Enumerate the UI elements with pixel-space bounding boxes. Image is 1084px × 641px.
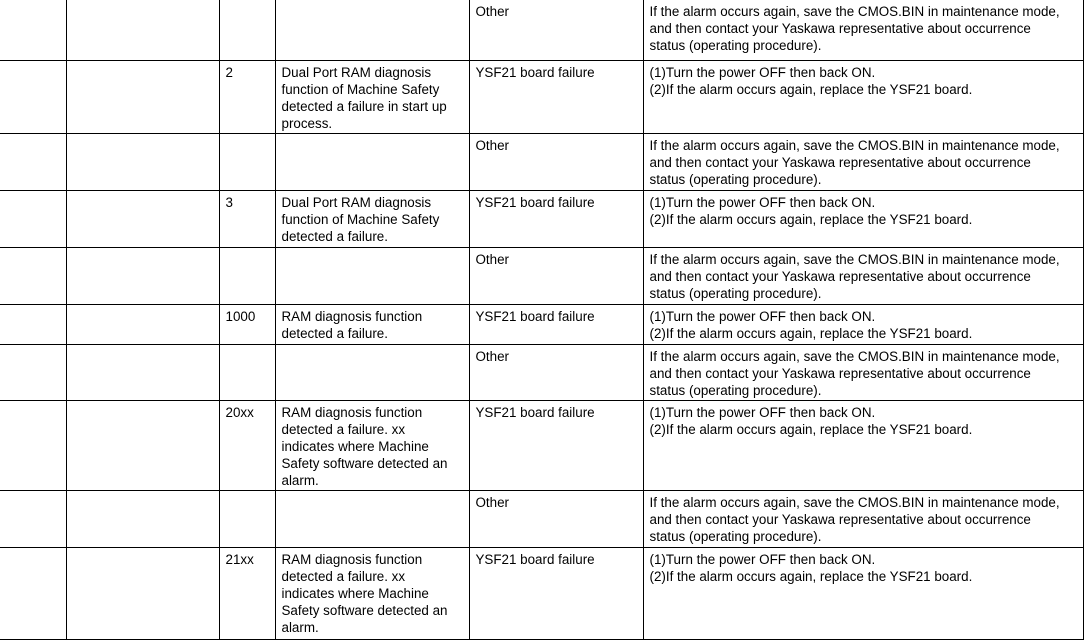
meaning-cell [275, 345, 469, 401]
sub-code-cell: 3 [219, 191, 275, 248]
cause-cell: YSF21 board failure [469, 401, 643, 491]
remedy-cell: If the alarm occurs again, save the CMOS.BIN in maintenance mode, and then contact your Yaskawa representative about occurrence status (operating procedure). [643, 248, 1083, 305]
meaning-cell: RAM diagnosis function detected a failure. [275, 305, 469, 345]
table-row [0, 345, 1083, 401]
alarm-col-blank-b [66, 191, 219, 248]
sub-code-cell [219, 134, 275, 191]
sub-code-cell: 21xx [219, 548, 275, 640]
remedy-cell: (1)Turn the power OFF then back ON. (2)If the alarm occurs again, replace the YSF21 board. [643, 401, 1083, 491]
sub-code-cell [219, 491, 275, 548]
cause-cell: YSF21 board failure [469, 191, 643, 248]
table-row [0, 248, 1083, 305]
table-row [0, 548, 1083, 640]
alarm-col-blank-b [66, 491, 219, 548]
sub-code-cell: 20xx [219, 401, 275, 491]
meaning-cell: RAM diagnosis function detected a failure. xx indicates where Machine Safety software detected an alarm. [275, 548, 469, 640]
remedy-cell: (1)Turn the power OFF then back ON. (2)If the alarm occurs again, replace the YSF21 board. [643, 191, 1083, 248]
alarm-col-blank-a [0, 548, 66, 640]
cause-cell: Other [469, 0, 643, 61]
alarm-col-blank-a [0, 134, 66, 191]
table-row [0, 305, 1083, 345]
table-row [0, 0, 1083, 61]
sub-code-cell [219, 248, 275, 305]
meaning-cell: Dual Port RAM diagnosis function of Machine Safety detected a failure. [275, 191, 469, 248]
cause-cell: Other [469, 491, 643, 548]
alarm-col-blank-a [0, 191, 66, 248]
cause-cell: YSF21 board failure [469, 61, 643, 134]
table-row [0, 134, 1083, 191]
remedy-cell: If the alarm occurs again, save the CMOS.BIN in maintenance mode, and then contact your Yaskawa representative about occurrence status (operating procedure). [643, 0, 1083, 61]
table-row [0, 61, 1083, 134]
remedy-cell: If the alarm occurs again, save the CMOS.BIN in maintenance mode, and then contact your Yaskawa representative about occurrence status (operating procedure). [643, 345, 1083, 401]
meaning-cell [275, 491, 469, 548]
meaning-cell [275, 248, 469, 305]
remedy-cell: If the alarm occurs again, save the CMOS.BIN in maintenance mode, and then contact your Yaskawa representative about occurrence status (operating procedure). [643, 134, 1083, 191]
sub-code-cell [219, 345, 275, 401]
remedy-cell: (1)Turn the power OFF then back ON. (2)If the alarm occurs again, replace the YSF21 board. [643, 61, 1083, 134]
alarm-col-blank-a [0, 248, 66, 305]
alarm-col-blank-a [0, 491, 66, 548]
cause-cell: YSF21 board failure [469, 305, 643, 345]
meaning-cell [275, 134, 469, 191]
alarm-col-blank-b [66, 401, 219, 491]
table-row [0, 191, 1083, 248]
remedy-cell: (1)Turn the power OFF then back ON. (2)If the alarm occurs again, replace the YSF21 board. [643, 305, 1083, 345]
table-row [0, 401, 1083, 491]
alarm-col-blank-a [0, 0, 66, 61]
sub-code-cell [219, 0, 275, 61]
sub-code-cell: 2 [219, 61, 275, 134]
alarm-col-blank-a [0, 61, 66, 134]
table-row [0, 491, 1083, 548]
remedy-cell: (1)Turn the power OFF then back ON. (2)If the alarm occurs again, replace the YSF21 board. [643, 548, 1083, 640]
cause-cell: Other [469, 345, 643, 401]
alarm-col-blank-a [0, 305, 66, 345]
alarm-col-blank-b [66, 61, 219, 134]
meaning-cell: RAM diagnosis function detected a failure. xx indicates where Machine Safety software detected an alarm. [275, 401, 469, 491]
alarm-col-blank-b [66, 0, 219, 61]
meaning-cell: Dual Port RAM diagnosis function of Machine Safety detected a failure in start up process. [275, 61, 469, 134]
cause-cell: YSF21 board failure [469, 548, 643, 640]
alarm-col-blank-b [66, 248, 219, 305]
remedy-cell: If the alarm occurs again, save the CMOS.BIN in maintenance mode, and then contact your Yaskawa representative about occurrence status (operating procedure). [643, 491, 1083, 548]
alarm-col-blank-b [66, 548, 219, 640]
alarm-col-blank-a [0, 401, 66, 491]
meaning-cell [275, 0, 469, 61]
cause-cell: Other [469, 134, 643, 191]
alarm-col-blank-b [66, 134, 219, 191]
cause-cell: Other [469, 248, 643, 305]
alarm-col-blank-b [66, 345, 219, 401]
sub-code-cell: 1000 [219, 305, 275, 345]
alarm-col-blank-b [66, 305, 219, 345]
alarm-col-blank-a [0, 345, 66, 401]
